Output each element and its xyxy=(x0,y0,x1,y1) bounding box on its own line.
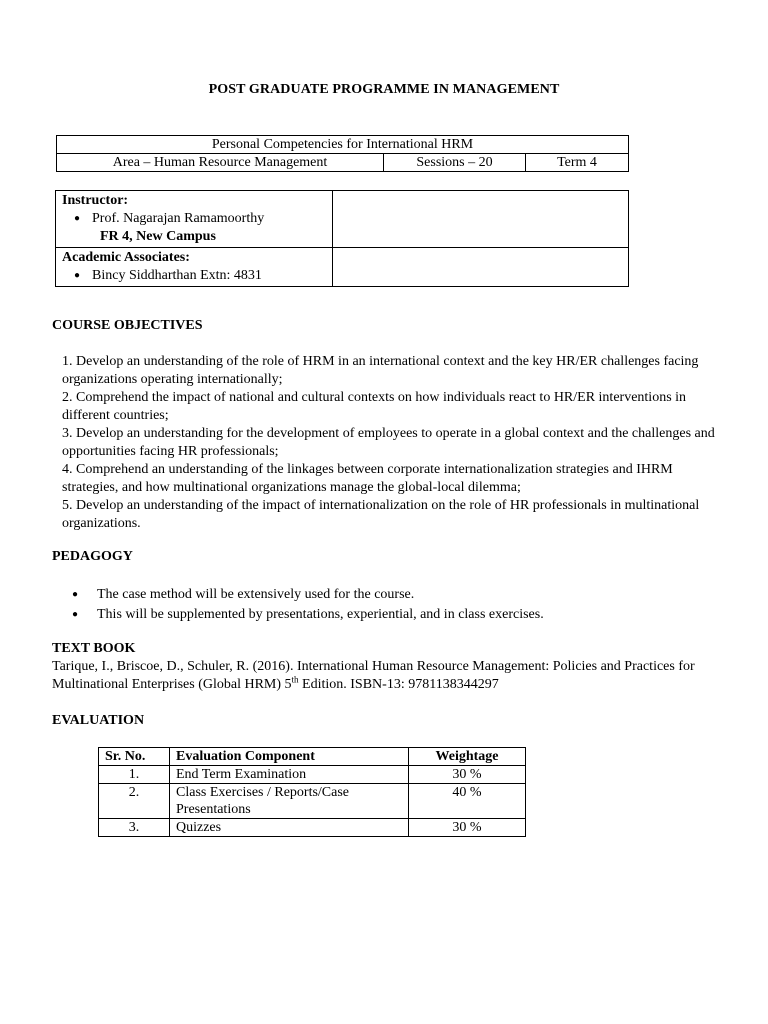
objective-item: 4. Comprehend an understanding of the linkages between corporate internationalization strategies and IHRM strategies, and how multinational organizations manage the global-local dilemma; xyxy=(62,462,673,495)
evaluation-table xyxy=(98,747,526,837)
row-sr: 1. xyxy=(99,766,170,784)
bullet-icon: ● xyxy=(72,589,79,600)
pedagogy-list xyxy=(72,585,544,625)
row-sr: 2. xyxy=(99,784,170,819)
instructor-name: Prof. Nagarajan Ramamoorthy xyxy=(92,211,265,226)
pedagogy-heading: PEDAGOGY xyxy=(52,549,133,564)
instructor-item xyxy=(62,210,326,228)
column-header: Weightage xyxy=(409,748,526,766)
course-area: Area – Human Resource Management xyxy=(57,154,384,172)
objective-item: 5. Develop an understanding of the impact of internationalization on the role of HR professionals in multinational organizations. xyxy=(62,498,700,531)
associates-name: Bincy Siddharthan Extn: 4831 xyxy=(92,268,262,283)
row-weight: 30 % xyxy=(409,819,526,837)
objective-item: 1. Develop an understanding of the role of HRM in an international context and the key HR/ER challenges facing organizations operating internationally; xyxy=(62,354,699,387)
citation-superscript: th xyxy=(291,674,299,685)
text-book-heading: TEXT BOOK xyxy=(52,641,136,656)
page-title: POST GRADUATE PROGRAMME IN MANAGEMENT xyxy=(208,82,560,97)
objectives-list xyxy=(62,353,732,533)
pedagogy-text: This will be supplemented by presentations, experiential, and in class exercises. xyxy=(97,607,544,622)
course-info-table xyxy=(56,135,629,172)
bullet-icon: ● xyxy=(73,270,81,281)
bullet-icon: ● xyxy=(72,609,79,620)
row-component: Class Exercises / Reports/Case Presentations xyxy=(170,784,409,819)
pedagogy-item xyxy=(72,605,544,625)
bullet-icon: ● xyxy=(73,213,81,224)
objective-item: 2. Comprehend the impact of national and cultural contexts on how individuals react to HR/ER interventions in different countries; xyxy=(62,390,687,423)
citation-main: Tarique, I., Briscoe, D., Schuler, R. (2016). International Human Resource Management: Policies and Practices for Multinational Enterprises (Global HRM) 5 xyxy=(52,659,695,692)
associates-label: Academic Associates: xyxy=(62,250,190,265)
evaluation-heading: EVALUATION xyxy=(52,713,145,728)
instructor-cell xyxy=(56,191,333,248)
instructor-empty-cell xyxy=(333,191,629,248)
course-term: Term 4 xyxy=(526,154,629,172)
table-row xyxy=(99,819,526,837)
objectives-heading: COURSE OBJECTIVES xyxy=(52,318,203,333)
table-header-row xyxy=(99,748,526,766)
citation-edition: Edition. ISBN-13: 9781138344297 xyxy=(298,677,499,692)
row-sr: 3. xyxy=(99,819,170,837)
associates-item xyxy=(62,267,326,285)
table-row xyxy=(99,766,526,784)
instructor-table xyxy=(55,190,629,287)
row-weight: 40 % xyxy=(409,784,526,819)
course-sessions: Sessions – 20 xyxy=(384,154,526,172)
text-book-citation xyxy=(52,658,732,694)
objective-item: 3. Develop an understanding for the development of employees to operate in a global context and the challenges and opportunities facing HR professionals; xyxy=(62,426,715,459)
course-name: Personal Competencies for International HRM xyxy=(57,136,629,154)
pedagogy-item xyxy=(72,585,544,605)
table-row xyxy=(99,784,526,819)
pedagogy-text: The case method will be extensively used for the course. xyxy=(97,587,415,602)
associates-empty-cell xyxy=(333,248,629,287)
associates-cell xyxy=(56,248,333,287)
row-component: End Term Examination xyxy=(170,766,409,784)
column-header: Sr. No. xyxy=(99,748,170,766)
column-header: Evaluation Component xyxy=(170,748,409,766)
row-weight: 30 % xyxy=(409,766,526,784)
instructor-office: FR 4, New Campus xyxy=(100,229,216,244)
row-component: Quizzes xyxy=(170,819,409,837)
instructor-label: Instructor: xyxy=(62,193,129,208)
